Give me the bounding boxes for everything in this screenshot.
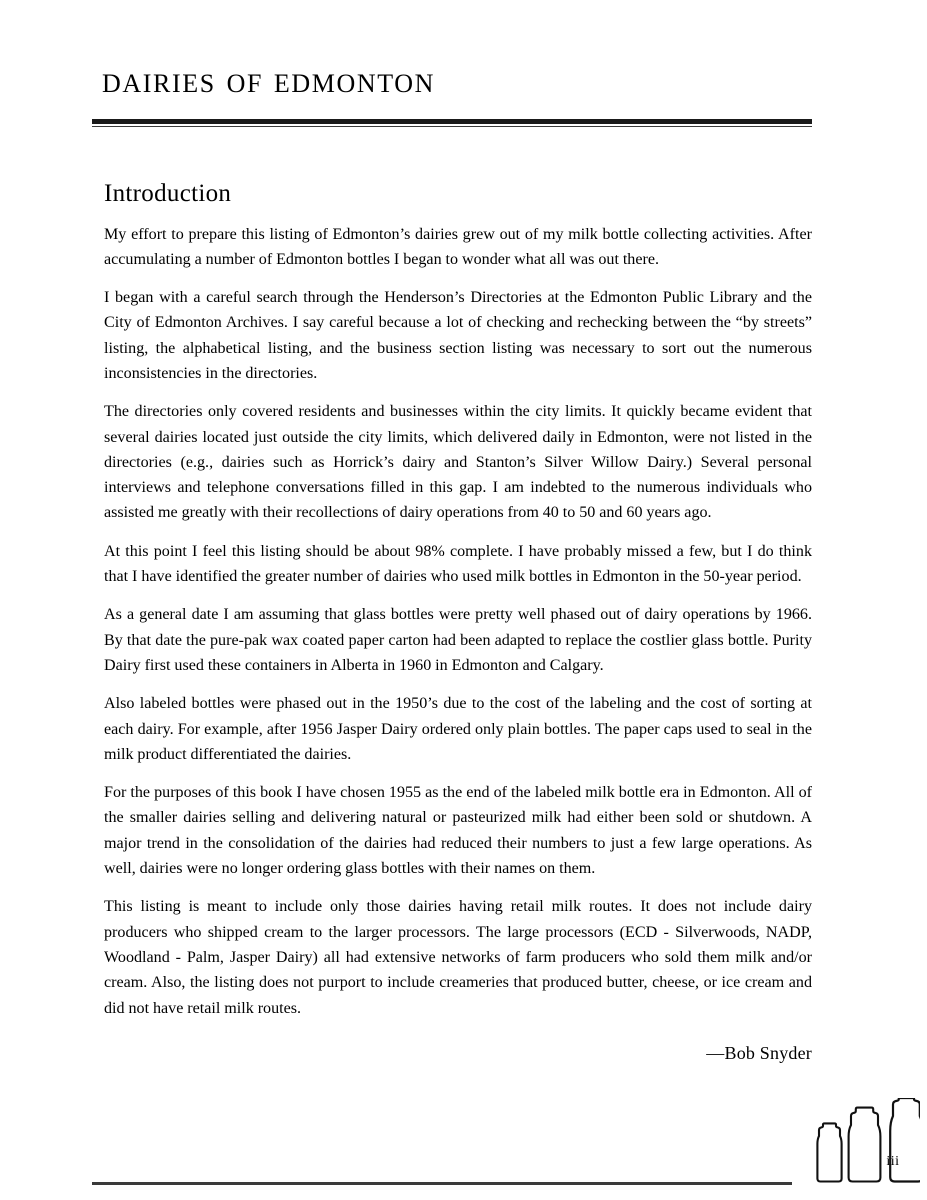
header-rule-thin — [92, 126, 812, 127]
page-header — [92, 62, 812, 127]
body-paragraph: The directories only covered residents and businesses within the city limits. It quickly became evident that several dairies located just outside the city limits, which delivered daily in Edmonton, were not listed in the directories (e.g., dairies such as Horrick’s dairy and Stanton’s Silver Willow Dairy.) Several personal interviews and telephone conversations filled in this gap. I am indebted to the numerous individuals who assisted me greatly with their recollections of dairy operations from 40 to 50 and 60 years ago. — [104, 403, 812, 522]
body-paragraph: My effort to prepare this listing of Edmonton’s dairies grew out of my milk bottle collecting activities. After accumulating a number of Edmonton bottles I began to wonder what all was out there. — [104, 225, 812, 268]
milk-bottles-svg — [812, 1098, 920, 1190]
header-rule-group — [92, 119, 812, 127]
author-signature: —Bob Snyder — [706, 1042, 812, 1063]
page-title: dairies of edmonton — [102, 60, 435, 101]
body-paragraph: This listing is meant to include only those dairies having retail milk routes. It does not include dairy producers who shipped cream to the larger processors. The large processors (ECD - Silverwoods, NADP, Woodland - Palm, Jasper Dairy) all had extensive networks of farm producers who sold them milk and/or cream. Also, the listing does not purport to include creameries that produced butter, cheese, or ice cream and did not have retail milk routes. — [104, 898, 812, 1017]
page-number: iii — [886, 1154, 900, 1169]
milk-bottles-icon — [812, 1098, 920, 1190]
body-paragraph: I began with a careful search through the Henderson’s Directories at the Edmonton Public Library and the City of Edmonton Archives. I say careful because a lot of checking and rechecking between the “by streets” listing, the alphabetical listing, and the business section listing was necessary to sort out the numerous inconsistencies in the directories. — [104, 289, 812, 382]
body-paragraph: At this point I feel this listing should be about 98% complete. I have probably missed a few, but I do think that I have identified the greater number of dairies who used milk bottles in Edmonton in the 50-year period. — [104, 542, 812, 586]
page-content — [104, 180, 812, 1064]
milk-bottle-medium — [849, 1108, 881, 1182]
footer-rule — [92, 1182, 792, 1185]
body-paragraph: Also labeled bottles were phased out in the 1950’s due to the cost of the labeling and the cost of sorting at each dairy. For example, after 1956 Jasper Dairy ordered only plain bottles. The paper caps used to seal in the milk product differentiated the dairies. — [104, 695, 812, 763]
section-heading-introduction: Introduction — [104, 180, 232, 207]
milk-bottle-small — [817, 1123, 841, 1181]
body-paragraph: As a general date I am assuming that glass bottles were pretty well phased out of dairy operations by 1966. By that date the pure-pak wax coated paper carton had been adapted to replace the costlier glass bottle. Purity Dairy first used these containers in Alberta in 1960 in Edmonton and Calgary. — [104, 606, 812, 674]
body-paragraph: For the purposes of this book I have chosen 1955 as the end of the labeled milk bottle era in Edmonton. All of the smaller dairies selling and delivering natural or pasteurized milk had either been sold or shutdown. A major trend in the consolidation of the dairies had reduced their numbers to just a few large operations. As well, dairies were no longer ordering glass bottles with their names on them. — [104, 784, 812, 878]
